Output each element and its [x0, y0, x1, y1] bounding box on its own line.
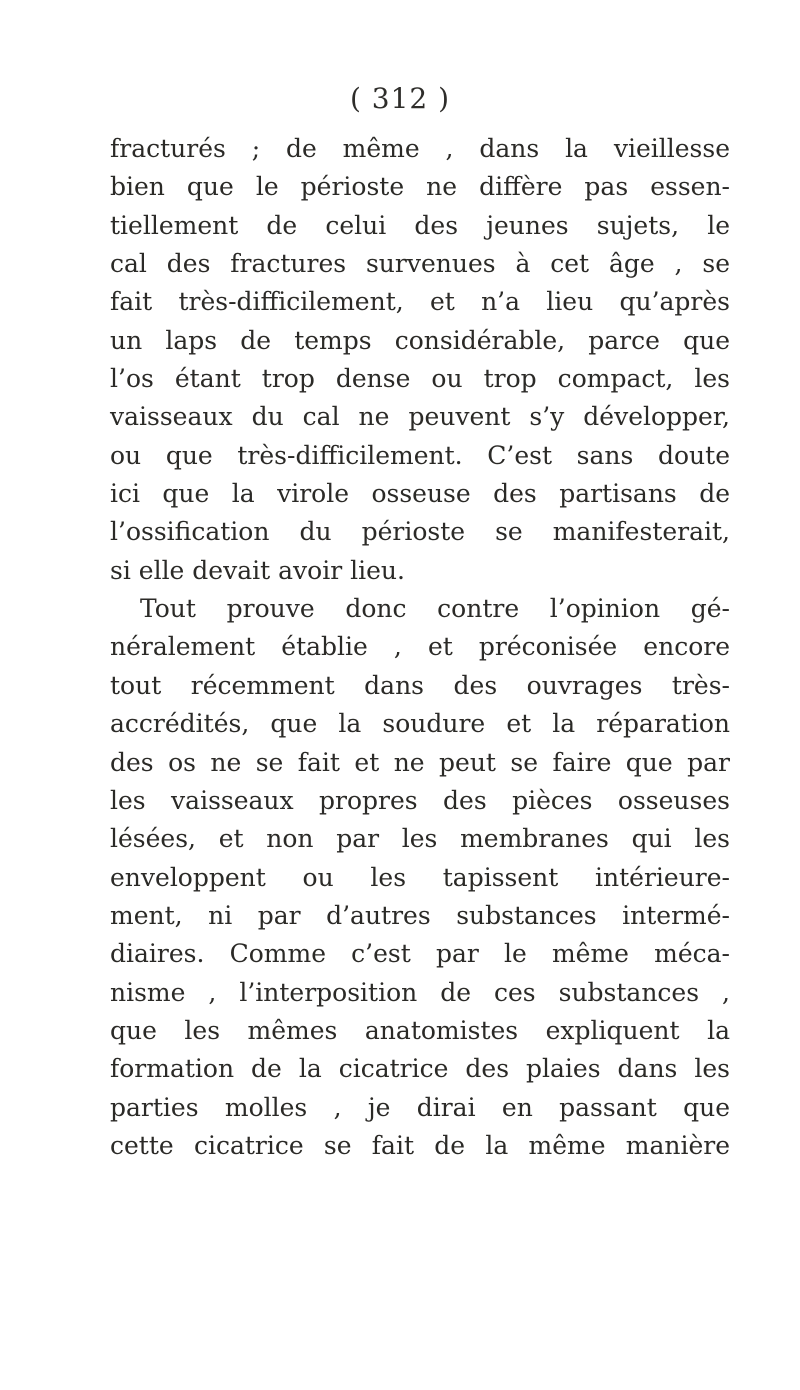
- text-line: formation de la cicatrice des plaies dans les: [110, 1054, 730, 1084]
- text-line: lésées, et non par les membranes qui les: [110, 824, 730, 854]
- text-line: que les mêmes anatomistes expliquent la: [110, 1015, 730, 1045]
- text-line: nisme , l’interposition de ces substances ,: [110, 977, 730, 1007]
- text-line: vaisseaux du cal ne peuvent s’y développer,: [110, 402, 730, 432]
- text-line: les vaisseaux propres des pièces osseuses: [110, 785, 730, 815]
- text-line: ment, ni par d’autres substances intermé-: [110, 900, 730, 930]
- text-line: l’os étant trop dense ou trop compact, les: [110, 364, 730, 394]
- body-text: [110, 130, 730, 1165]
- text-line: accrédités, que la soudure et la réparation: [110, 709, 730, 739]
- text-line: ou que très-difficilement. C’est sans doute: [110, 440, 730, 470]
- text-line: Tout prouve donc contre l’opinion gé-: [140, 594, 730, 624]
- text-line: un laps de temps considérable, parce que: [110, 325, 730, 355]
- text-line: diaires. Comme c’est par le même méca-: [110, 939, 730, 969]
- text-line: cal des fractures survenues à cet âge , se: [110, 249, 730, 279]
- text-line: tiellement de celui des jeunes sujets, le: [110, 210, 730, 240]
- text-line: parties molles , je dirai en passant que: [110, 1092, 730, 1122]
- text-line: bien que le périoste ne diffère pas essen-: [110, 172, 730, 202]
- text-line: ici que la virole osseuse des partisans de: [110, 479, 730, 509]
- page-number: ( 312 ): [349, 82, 451, 115]
- text-line: des os ne se fait et ne peut se faire que par: [110, 747, 730, 777]
- text-line: fracturés ; de même , dans la vieillesse: [110, 134, 730, 163]
- text-line: cette cicatrice se fait de la même manière: [110, 1130, 730, 1160]
- text-line: néralement établie , et préconisée encore: [110, 632, 730, 662]
- text-line: enveloppent ou les tapissent intérieure-: [110, 862, 730, 892]
- text-line: si elle devait avoir lieu.: [110, 555, 405, 585]
- text-line: l’ossification du périoste se manifesterait,: [110, 517, 730, 547]
- text-line: tout récemment dans des ouvrages très-: [110, 670, 730, 700]
- text-line: fait très-difficilement, et n’a lieu qu’après: [110, 287, 730, 317]
